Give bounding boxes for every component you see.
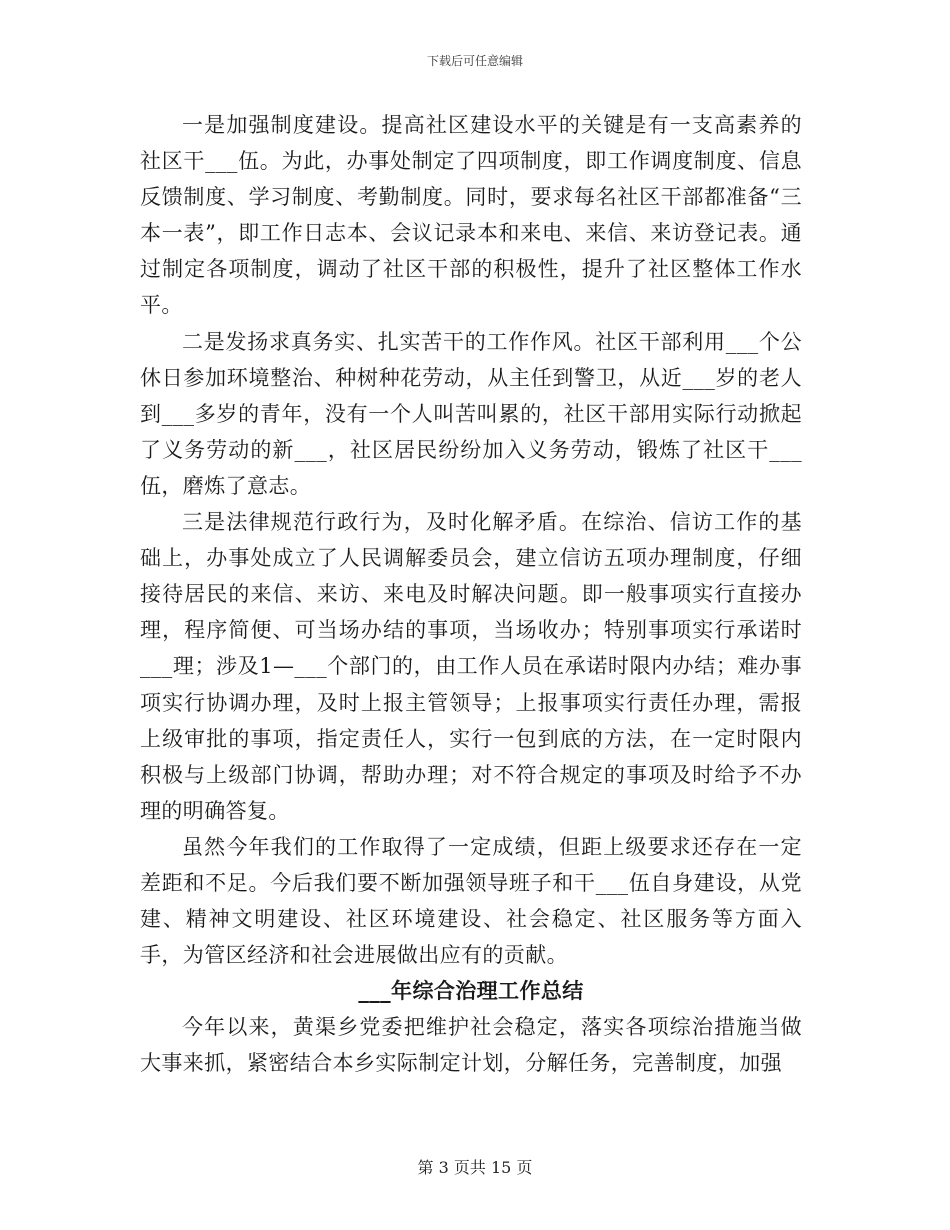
page-header: 下载后可任意编辑 [426, 54, 523, 68]
section-title: ___年综合治理工作总结 [358, 978, 584, 1004]
paragraph-summary: 虽然今年我们的工作取得了一定成绩，但距上级要求还存在一定差距和不足。今后我们要不断加强领导班子和干___伍自身建设，从党建、精神文明建设、社区环境建设、社会稳定、社区服务等方面入手，为管区经济和社会进展做出应有的贡献。 [140, 834, 802, 968]
paragraph-section-intro: 今年以来，黄渠乡党委把维护社会稳定，落实各项综治措施当做大事来抓，紧密结合本乡实际制定计划，分解任务，完善制度，加强 [140, 1015, 802, 1076]
page-footer: 第 3 页共 15 页 [417, 1158, 533, 1177]
paragraph-legal-regulation: 三是法律规范行政行为，及时化解矛盾。在综治、信访工作的基础上，办事处成立了人民调解委员会，建立信访五项办理制度，仔细接待居民的来信、来访、来电及时解决问题。即一般事项实行直接办理，程序简便、可当场办结的事项，当场收办；特别事项实行承诺时___理；涉及1—___个部门的，由工作人员在承诺时限内办结；难办事项实行协调办理，及时上报主管领导；上报事项实行责任办理，需报上级审批的事项，指定责任人，实行一包到底的方法，在一定时限内积极与上级部门协调，帮助办理；对不符合规定的事项及时给予不办理的明确答复。 [140, 510, 802, 823]
paragraph-system-building: 一是加强制度建设。提高社区建设水平的关键是有一支高素养的社区干___伍。为此，办事处制定了四项制度，即工作调度制度、信息反馈制度、学习制度、考勤制度。同时，要求每名社区干部都准备“三本一表”，即工作日志本、会议记录本和来电、来信、来访登记表。通过制定各项制度，调动了社区干部的积极性，提升了社区整体工作水平。 [140, 113, 802, 318]
document-body [140, 107, 802, 1082]
paragraph-work-style: 二是发扬求真务实、扎实苦干的工作作风。社区干部利用___个公休日参加环境整治、种树种花劳动，从主任到警卫，从近___岁的老人到___多岁的青年，没有一个人叫苦叫累的，社区干部用实际行动掀起了义务劳动的新___，社区居民纷纷加入义务劳动，锻炼了社区干___伍，磨炼了意志。 [140, 329, 802, 498]
